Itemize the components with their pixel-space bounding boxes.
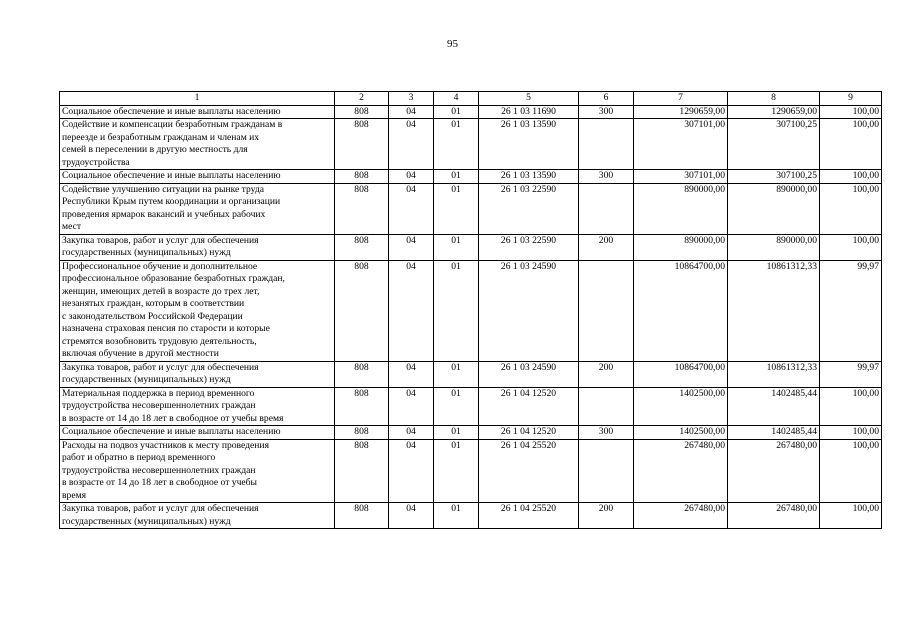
ministry-code-cell: 808 <box>335 503 389 529</box>
header-row <box>60 92 882 106</box>
subsection-code-cell: 01 <box>434 183 479 234</box>
planned-amount-cell: 307101,00 <box>634 119 728 170</box>
percent-cell: 100,00 <box>820 119 882 170</box>
actual-amount-cell: 307100,25 <box>728 170 820 184</box>
planned-amount-cell: 890000,00 <box>634 234 728 260</box>
actual-amount-cell: 10861312,33 <box>728 260 820 361</box>
section-code-cell: 04 <box>389 119 434 170</box>
ministry-code-cell: 808 <box>335 119 389 170</box>
table-row <box>60 260 882 361</box>
planned-amount-cell: 1290659,00 <box>634 105 728 119</box>
header-cell: 1 <box>60 92 335 106</box>
actual-amount-cell: 1402485,44 <box>728 387 820 426</box>
header-cell: 7 <box>634 92 728 106</box>
header-cell: 5 <box>479 92 579 106</box>
table-row <box>60 439 882 503</box>
percent-cell: 99,97 <box>820 361 882 387</box>
table-row <box>60 183 882 234</box>
subsection-code-cell: 01 <box>434 361 479 387</box>
table-row <box>60 234 882 260</box>
budget-table <box>59 91 882 529</box>
subsection-code-cell: 01 <box>434 105 479 119</box>
subsection-code-cell: 01 <box>434 387 479 426</box>
header-cell: 4 <box>434 92 479 106</box>
percent-cell: 100,00 <box>820 426 882 440</box>
target-article-cell: 26 1 04 25520 <box>479 503 579 529</box>
subsection-code-cell: 01 <box>434 119 479 170</box>
header-cell: 8 <box>728 92 820 106</box>
ministry-code-cell: 808 <box>335 234 389 260</box>
section-code-cell: 04 <box>389 183 434 234</box>
header-cell: 9 <box>820 92 882 106</box>
target-article-cell: 26 1 03 13590 <box>479 170 579 184</box>
description-cell: Закупка товаров, работ и услуг для обеспечения государственных (муниципальных) нужд <box>60 361 335 387</box>
ministry-code-cell: 808 <box>335 426 389 440</box>
header-cell: 3 <box>389 92 434 106</box>
percent-cell: 100,00 <box>820 387 882 426</box>
planned-amount-cell: 10864700,00 <box>634 260 728 361</box>
section-code-cell: 04 <box>389 260 434 361</box>
description-cell: Содействие улучшению ситуации на рынке труда Республики Крым путем координации и организации проведения ярмарок вакансий и учебных рабочих мест <box>60 183 335 234</box>
table-row <box>60 361 882 387</box>
ministry-code-cell: 808 <box>335 183 389 234</box>
table-row <box>60 426 882 440</box>
actual-amount-cell: 890000,00 <box>728 234 820 260</box>
description-cell: Социальное обеспечение и иные выплаты населению <box>60 105 335 119</box>
target-article-cell: 26 1 03 22590 <box>479 234 579 260</box>
description-cell: Закупка товаров, работ и услуг для обеспечения государственных (муниципальных) нужд <box>60 503 335 529</box>
description-cell: Содействие и компенсации безработным гражданам в переезде и безработным гражданам и членам их семей в переселении в другую местность для трудоустройства <box>60 119 335 170</box>
percent-cell: 100,00 <box>820 439 882 503</box>
planned-amount-cell: 267480,00 <box>634 503 728 529</box>
ministry-code-cell: 808 <box>335 260 389 361</box>
ministry-code-cell: 808 <box>335 387 389 426</box>
section-code-cell: 04 <box>389 387 434 426</box>
actual-amount-cell: 307100,25 <box>728 119 820 170</box>
description-cell: Социальное обеспечение и иные выплаты населению <box>60 426 335 440</box>
expense-type-cell <box>579 260 634 361</box>
expense-type-cell: 200 <box>579 234 634 260</box>
expense-type-cell <box>579 439 634 503</box>
subsection-code-cell: 01 <box>434 439 479 503</box>
percent-cell: 100,00 <box>820 183 882 234</box>
header-cell: 2 <box>335 92 389 106</box>
description-cell: Закупка товаров, работ и услуг для обеспечения государственных (муниципальных) нужд <box>60 234 335 260</box>
subsection-code-cell: 01 <box>434 170 479 184</box>
planned-amount-cell: 1402500,00 <box>634 426 728 440</box>
planned-amount-cell: 1402500,00 <box>634 387 728 426</box>
section-code-cell: 04 <box>389 361 434 387</box>
header-cell: 6 <box>579 92 634 106</box>
subsection-code-cell: 01 <box>434 503 479 529</box>
expense-type-cell: 300 <box>579 426 634 440</box>
target-article-cell: 26 1 03 24590 <box>479 260 579 361</box>
ministry-code-cell: 808 <box>335 170 389 184</box>
target-article-cell: 26 1 04 12520 <box>479 387 579 426</box>
description-cell: Профессиональное обучение и дополнительное профессиональное образование безработных граждан, женщин, имеющих детей в возрасте до трех лет, незанятых граждан, которым в соответствии с законодательством Российской Федерации назначена страховая пенсия по старости и которые стремятся возобновить трудовую деятельность, включая обучение в другой местности <box>60 260 335 361</box>
planned-amount-cell: 10864700,00 <box>634 361 728 387</box>
target-article-cell: 26 1 04 25520 <box>479 439 579 503</box>
table-row <box>60 170 882 184</box>
section-code-cell: 04 <box>389 439 434 503</box>
target-article-cell: 26 1 04 12520 <box>479 426 579 440</box>
ministry-code-cell: 808 <box>335 361 389 387</box>
expense-type-cell <box>579 387 634 426</box>
ministry-code-cell: 808 <box>335 105 389 119</box>
percent-cell: 100,00 <box>820 503 882 529</box>
description-cell: Материальная поддержка в период временного трудоустройства несовершеннолетних граждан в возрасте от 14 до 18 лет в свободное от учебы время <box>60 387 335 426</box>
section-code-cell: 04 <box>389 234 434 260</box>
actual-amount-cell: 1290659,00 <box>728 105 820 119</box>
table-row <box>60 119 882 170</box>
actual-amount-cell: 1402485,44 <box>728 426 820 440</box>
subsection-code-cell: 01 <box>434 260 479 361</box>
section-code-cell: 04 <box>389 105 434 119</box>
subsection-code-cell: 01 <box>434 426 479 440</box>
actual-amount-cell: 10861312,33 <box>728 361 820 387</box>
percent-cell: 100,00 <box>820 105 882 119</box>
expense-type-cell: 300 <box>579 170 634 184</box>
description-cell: Социальное обеспечение и иные выплаты населению <box>60 170 335 184</box>
target-article-cell: 26 1 03 22590 <box>479 183 579 234</box>
description-cell: Расходы на подвоз участников к месту проведения работ и обратно в период временного трудоустройства несовершеннолетних граждан в возрасте от 14 до 18 лет в свободное от учебы время <box>60 439 335 503</box>
percent-cell: 100,00 <box>820 170 882 184</box>
table-row <box>60 503 882 529</box>
section-code-cell: 04 <box>389 426 434 440</box>
table-row <box>60 105 882 119</box>
section-code-cell: 04 <box>389 503 434 529</box>
expense-type-cell <box>579 119 634 170</box>
planned-amount-cell: 267480,00 <box>634 439 728 503</box>
actual-amount-cell: 267480,00 <box>728 439 820 503</box>
page-number: 95 <box>447 38 458 50</box>
section-code-cell: 04 <box>389 170 434 184</box>
planned-amount-cell: 890000,00 <box>634 183 728 234</box>
ministry-code-cell: 808 <box>335 439 389 503</box>
expense-type-cell: 300 <box>579 105 634 119</box>
expense-type-cell <box>579 183 634 234</box>
actual-amount-cell: 890000,00 <box>728 183 820 234</box>
target-article-cell: 26 1 03 24590 <box>479 361 579 387</box>
subsection-code-cell: 01 <box>434 234 479 260</box>
percent-cell: 99,97 <box>820 260 882 361</box>
planned-amount-cell: 307101,00 <box>634 170 728 184</box>
percent-cell: 100,00 <box>820 234 882 260</box>
expense-type-cell: 200 <box>579 361 634 387</box>
table-row <box>60 387 882 426</box>
actual-amount-cell: 267480,00 <box>728 503 820 529</box>
expense-type-cell: 200 <box>579 503 634 529</box>
target-article-cell: 26 1 03 11690 <box>479 105 579 119</box>
target-article-cell: 26 1 03 13590 <box>479 119 579 170</box>
